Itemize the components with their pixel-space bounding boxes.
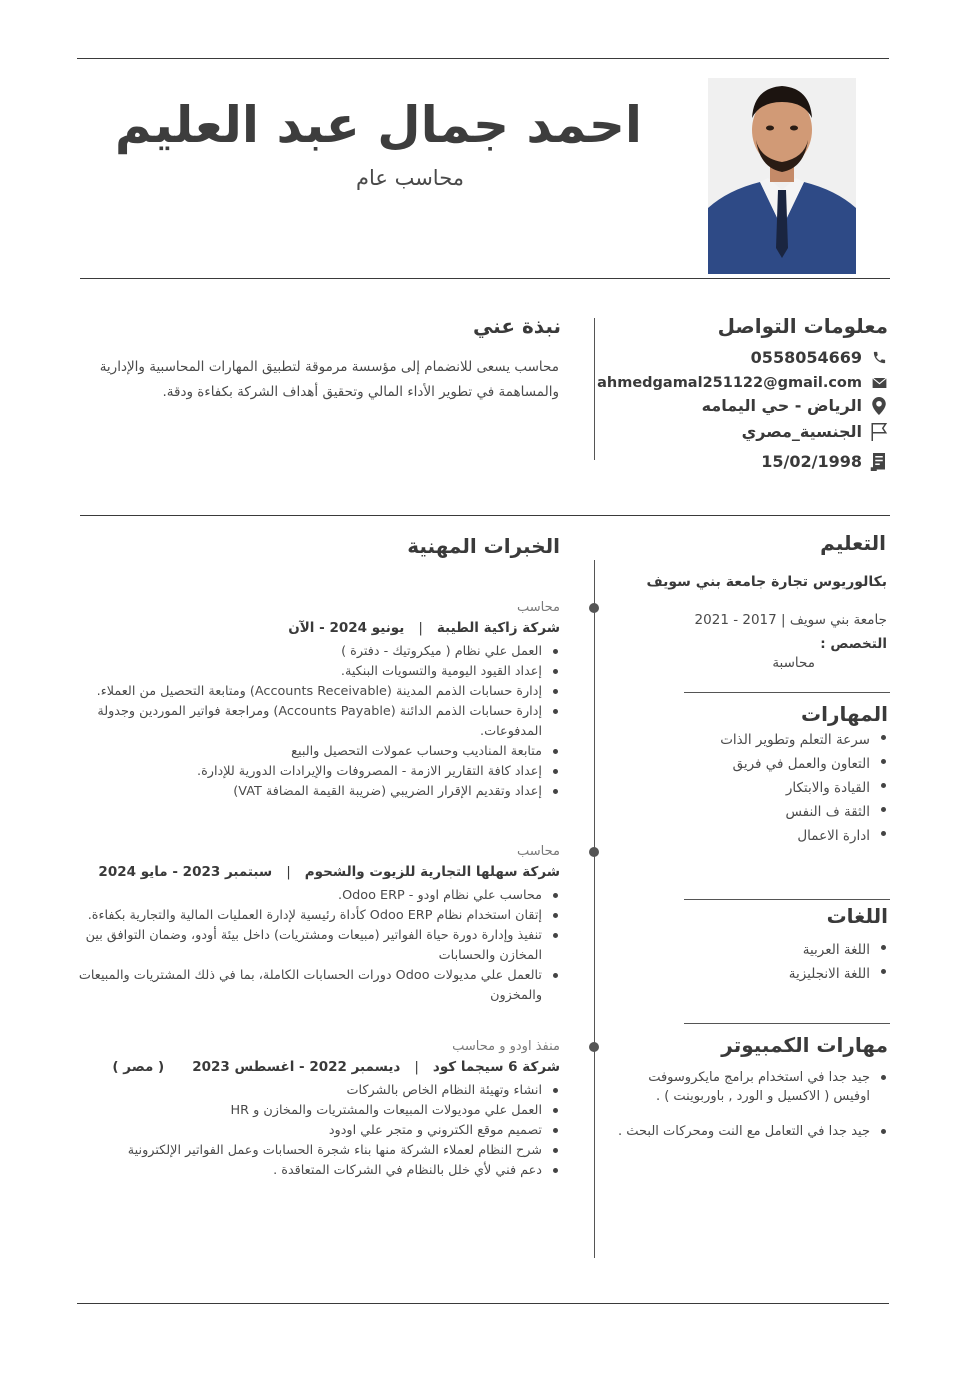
job-role: منفذ اودو و محاسب [452, 1039, 560, 1054]
job-duties [70, 1081, 560, 1181]
job-duty: العمل علي نظام ( ميكروتيك - دفترة ) [70, 642, 560, 662]
contact-email [597, 374, 888, 392]
phone-value[interactable]: 0558054669 [750, 348, 862, 367]
contact-address [702, 396, 888, 415]
address-value: الرياض - حي اليمامه [701, 396, 862, 415]
job-role: محاسب [517, 844, 560, 859]
job-dates: يونيو 2024 - الآن [288, 620, 405, 636]
job-duty: إعداد وتقديم الإقرار الضريبي (ضريبة القيمة المضافة VAT) [70, 782, 560, 802]
education-major-label: التخصص : [820, 636, 887, 652]
job-duty: محاسب علي نظام اودو - Odoo ERP. [60, 886, 560, 906]
job-dates: سبتمبر 2023 - مايو 2024 [98, 864, 273, 880]
skills-list-wrap [628, 728, 888, 848]
email-value[interactable]: ahmedgamal251122@gmail.com [597, 375, 862, 391]
about-text [59, 355, 559, 405]
job-role: محاسب [517, 600, 560, 615]
skill-item: سرعة التعلم وتطوير الذات [628, 728, 888, 752]
job-duty: إعداد كافة التقارير الازمة - المصروفات والإيرادات الدورية للإدارة. [70, 762, 560, 782]
location-pin-icon [870, 397, 888, 415]
flag-icon [870, 423, 888, 441]
contact-heading: معلومات التواصل [717, 314, 888, 338]
experience-item-1 [48, 600, 560, 802]
computer-item-line-1: جيد جدا في استخدام برامج مايكروسوفت [648, 1070, 870, 1085]
timeline-dot [589, 847, 599, 857]
computer-item: جيد جدا في التعامل مع النت ومحركات البحث . [588, 1122, 888, 1141]
job-company-line: شركة سهلها التجارية للزيوت والشحوم|سبتمبر 2023 - مايو 2024 [98, 864, 560, 880]
job-duties [60, 886, 560, 1006]
job-duty: العمل علي موديولات المبيعات والمشتريات والمخازن و HR [70, 1101, 560, 1121]
experience-item-2 [48, 844, 560, 1006]
job-duty: دعم فني لأي خلل بالنظام في الشركات المتعاقدة . [70, 1161, 560, 1181]
languages-list-wrap [628, 938, 888, 986]
job-duty: إدارة حسابات الذمم المدينة (Accounts Receivable) ومتابعة التحصيل من العملاء. [70, 682, 560, 702]
skill-item: القيادة والابتكار [628, 776, 888, 800]
experience-heading: الخبرات المهنية [407, 534, 560, 558]
job-company: شركة زاكية الطيبة [436, 620, 560, 636]
computer-heading: مهارات الكمبيوتر [721, 1033, 888, 1057]
education-details: جامعة بني سويف | 2017 - 2021 [694, 612, 887, 628]
languages-computer-divider [684, 1023, 890, 1024]
timeline-dot [589, 603, 599, 613]
job-duty: تنفيذ وإدارة دورة حياة الفواتير (مبيعات ومشتريات) داخل بيئة أودو، وضمان التوافق بين المخازن والحسابات [60, 926, 560, 966]
job-duty: إعداد القيود اليومية والتسويات البنكية. [70, 662, 560, 682]
contact-phone [751, 348, 888, 367]
mail-icon [870, 374, 888, 392]
computer-item-line-2: اوفيس ( الاكسيل و الورد , باوربوينت ) . [655, 1089, 870, 1104]
job-company: شركة 6 سيجما كود [432, 1059, 560, 1075]
top-divider [77, 58, 889, 59]
language-item: اللغة الانجليزية [628, 962, 888, 986]
computer-list-wrap [588, 1068, 888, 1141]
education-major: محاسبة [772, 655, 815, 671]
skills-list [628, 728, 888, 848]
education-degree: بكالوريوس تجارة جامعة بني سويف [646, 574, 887, 590]
about-line-2: والمساهمة في تطوير الأداء المالي وتحقيق أهداف الشركة بكفاءة ودقة. [162, 384, 559, 400]
phone-icon [870, 349, 888, 367]
nationality-value: الجنسية_مصري [741, 422, 862, 441]
contact-nationality [742, 422, 888, 441]
skill-item: التعاون والعمل في فريق [628, 752, 888, 776]
education-skills-divider [684, 692, 890, 693]
skills-languages-divider [684, 899, 890, 900]
job-duty: تصميم موقع الكتروني و متجر علي اودود [70, 1121, 560, 1141]
education-heading: التعليم [820, 531, 886, 555]
job-duty: شرح النظام لعملاء الشركة منها بناء شجرة الحسابات وعمل الفواتير الإلكترونية [70, 1141, 560, 1161]
header-divider [80, 278, 890, 279]
job-company: شركة سهلها التجارية للزيوت والشحوم [304, 864, 560, 880]
contact-birthdate [761, 452, 888, 471]
full-name: احمد جمال عبد العليم [114, 96, 642, 154]
job-title: محاسب عام [355, 166, 464, 190]
skill-item: ادارة الاعمال [628, 824, 888, 848]
about-line-1: محاسب يسعى للانضمام إلى مؤسسة مرموقة لتطبيق المهارات المحاسبية والإدارية [99, 359, 559, 375]
bottom-divider [77, 1303, 889, 1304]
job-location: ( مصر ) [112, 1059, 165, 1075]
timeline-dot [589, 1042, 599, 1052]
upper-column-divider [594, 318, 595, 460]
middle-divider [80, 515, 890, 516]
profile-photo [708, 78, 856, 274]
computer-item [588, 1068, 888, 1106]
job-duty: انشاء وتهيئة النظام الخاص بالشركات [70, 1081, 560, 1101]
about-heading: نبذة عني [472, 314, 561, 338]
job-dates: ديسمبر 2022 - اغسطس 2023 [192, 1059, 401, 1075]
job-company-line: شركة 6 سيجما كود|ديسمبر 2022 - اغسطس 2023( مصر ) [112, 1059, 560, 1075]
skills-heading: المهارات [801, 702, 888, 726]
job-duty: إدارة حسابات الذمم الدائنة (Accounts Payable) ومراجعة فواتير الموردين وجدولة المدفوعات. [70, 702, 560, 742]
language-item: اللغة العربية [628, 938, 888, 962]
birthdate-value: 15/02/1998 [761, 452, 862, 471]
job-duty: إتقان استخدام نظام Odoo ERP كأداة رئيسية لإدارة العمليات المالية والتجارية بكفاءة. [60, 906, 560, 926]
experience-item-3 [48, 1039, 560, 1181]
languages-list [628, 938, 888, 986]
document-calendar-icon [870, 453, 888, 471]
timeline-line [594, 560, 595, 1258]
job-duties [70, 642, 560, 802]
job-duty: تالعمل علي مديولات Odoo دورات الحسابات الكاملة، بما في ذلك المشتريات والمبيعات والمخزون [60, 966, 560, 1006]
job-duty: متابعة المناديب وحساب عمولات التحصيل والبيع [70, 742, 560, 762]
skill-item: الثقة ف النفس [628, 800, 888, 824]
languages-heading: اللغات [826, 904, 888, 928]
computer-list [588, 1068, 888, 1141]
job-company-line: شركة زاكية الطيبة|يونيو 2024 - الآن [288, 620, 560, 636]
